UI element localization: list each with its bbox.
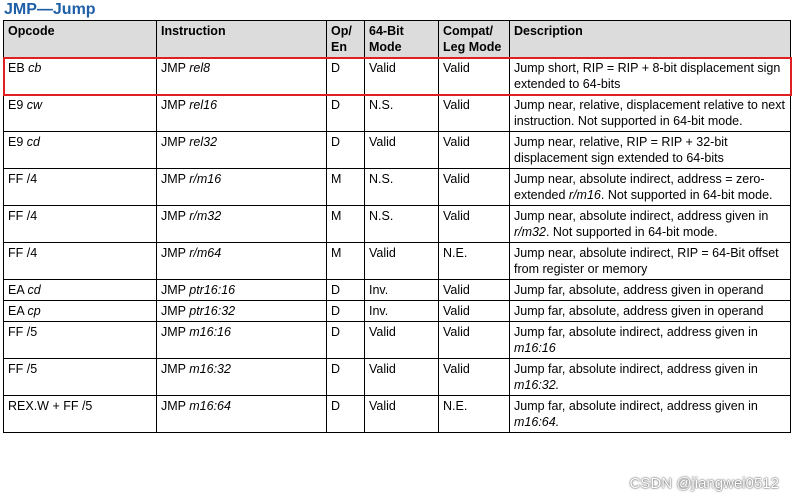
table-row	[4, 301, 791, 322]
header-compat-leg-mode: Compat/ Leg Mode	[439, 21, 510, 58]
cell-opcode: FF /5	[4, 359, 157, 396]
table-row	[4, 132, 791, 169]
cell-op-en: D	[327, 58, 365, 95]
cell-op-en: M	[327, 243, 365, 280]
jmp-opcode-table	[3, 20, 791, 433]
table-body	[4, 58, 791, 433]
table-row	[4, 206, 791, 243]
header-op-en: Op/ En	[327, 21, 365, 58]
cell-compat-mode: Valid	[439, 322, 510, 359]
cell-opcode: EA cd	[4, 280, 157, 301]
cell-opcode: E9 cw	[4, 95, 157, 132]
cell-op-en: D	[327, 280, 365, 301]
header-instruction: Instruction	[157, 21, 327, 58]
cell-opcode: EA cp	[4, 301, 157, 322]
cell-description: Jump near, relative, displacement relative to next instruction. Not supported in 64-bit mode.	[510, 95, 791, 132]
cell-64bit-mode: Valid	[365, 359, 439, 396]
cell-opcode: FF /4	[4, 243, 157, 280]
cell-opcode: FF /5	[4, 322, 157, 359]
table-row	[4, 359, 791, 396]
cell-description: Jump far, absolute indirect, address given in m16:32.	[510, 359, 791, 396]
cell-instruction: JMP m16:16	[157, 322, 327, 359]
table-row	[4, 396, 791, 433]
cell-instruction: JMP rel16	[157, 95, 327, 132]
cell-description: Jump short, RIP = RIP + 8-bit displacement sign extended to 64-bits	[510, 58, 791, 95]
cell-instruction: JMP rel32	[157, 132, 327, 169]
cell-instruction: JMP ptr16:32	[157, 301, 327, 322]
cell-description: Jump far, absolute, address given in operand	[510, 301, 791, 322]
cell-64bit-mode: N.S.	[365, 95, 439, 132]
cell-compat-mode: Valid	[439, 95, 510, 132]
cell-op-en: M	[327, 169, 365, 206]
cell-instruction: JMP m16:64	[157, 396, 327, 433]
cell-description: Jump near, absolute indirect, address = zero-extended r/m16. Not supported in 64-bit mode.	[510, 169, 791, 206]
cell-description: Jump far, absolute, address given in operand	[510, 280, 791, 301]
table-row	[4, 58, 791, 95]
cell-instruction: JMP ptr16:16	[157, 280, 327, 301]
cell-op-en: D	[327, 322, 365, 359]
cell-64bit-mode: Inv.	[365, 280, 439, 301]
cell-op-en: D	[327, 301, 365, 322]
header-description: Description	[510, 21, 791, 58]
cell-instruction: JMP r/m64	[157, 243, 327, 280]
cell-64bit-mode: Inv.	[365, 301, 439, 322]
cell-description: Jump far, absolute indirect, address given in m16:64.	[510, 396, 791, 433]
cell-opcode: FF /4	[4, 206, 157, 243]
table-row	[4, 322, 791, 359]
cell-compat-mode: Valid	[439, 132, 510, 169]
cell-instruction: JMP m16:32	[157, 359, 327, 396]
cell-instruction: JMP r/m32	[157, 206, 327, 243]
cell-op-en: M	[327, 206, 365, 243]
table-header-row	[4, 21, 791, 58]
page-title: JMP—Jump	[4, 1, 96, 18]
cell-op-en: D	[327, 396, 365, 433]
cell-64bit-mode: Valid	[365, 322, 439, 359]
cell-opcode: E9 cd	[4, 132, 157, 169]
cell-op-en: D	[327, 95, 365, 132]
table-row	[4, 243, 791, 280]
cell-instruction: JMP rel8	[157, 58, 327, 95]
table-row	[4, 169, 791, 206]
cell-description: Jump near, relative, RIP = RIP + 32-bit displacement sign extended to 64-bits	[510, 132, 791, 169]
table-row	[4, 280, 791, 301]
cell-64bit-mode: Valid	[365, 132, 439, 169]
cell-compat-mode: Valid	[439, 280, 510, 301]
cell-opcode: EB cb	[4, 58, 157, 95]
table-row	[4, 95, 791, 132]
cell-compat-mode: Valid	[439, 169, 510, 206]
header-64bit-mode: 64-Bit Mode	[365, 21, 439, 58]
cell-op-en: D	[327, 359, 365, 396]
header-opcode: Opcode	[4, 21, 157, 58]
cell-64bit-mode: N.S.	[365, 169, 439, 206]
cell-64bit-mode: N.S.	[365, 206, 439, 243]
cell-description: Jump far, absolute indirect, address given in m16:16	[510, 322, 791, 359]
cell-64bit-mode: Valid	[365, 58, 439, 95]
cell-compat-mode: Valid	[439, 301, 510, 322]
cell-compat-mode: N.E.	[439, 243, 510, 280]
cell-64bit-mode: Valid	[365, 243, 439, 280]
cell-description: Jump near, absolute indirect, address given in r/m32. Not supported in 64-bit mode.	[510, 206, 791, 243]
watermark: CSDN @jiangwei0512	[629, 475, 779, 492]
cell-instruction: JMP r/m16	[157, 169, 327, 206]
cell-op-en: D	[327, 132, 365, 169]
cell-opcode: FF /4	[4, 169, 157, 206]
cell-64bit-mode: Valid	[365, 396, 439, 433]
cell-opcode: REX.W + FF /5	[4, 396, 157, 433]
cell-compat-mode: Valid	[439, 58, 510, 95]
cell-compat-mode: Valid	[439, 206, 510, 243]
cell-compat-mode: Valid	[439, 359, 510, 396]
cell-description: Jump near, absolute indirect, RIP = 64-Bit offset from register or memory	[510, 243, 791, 280]
cell-compat-mode: N.E.	[439, 396, 510, 433]
